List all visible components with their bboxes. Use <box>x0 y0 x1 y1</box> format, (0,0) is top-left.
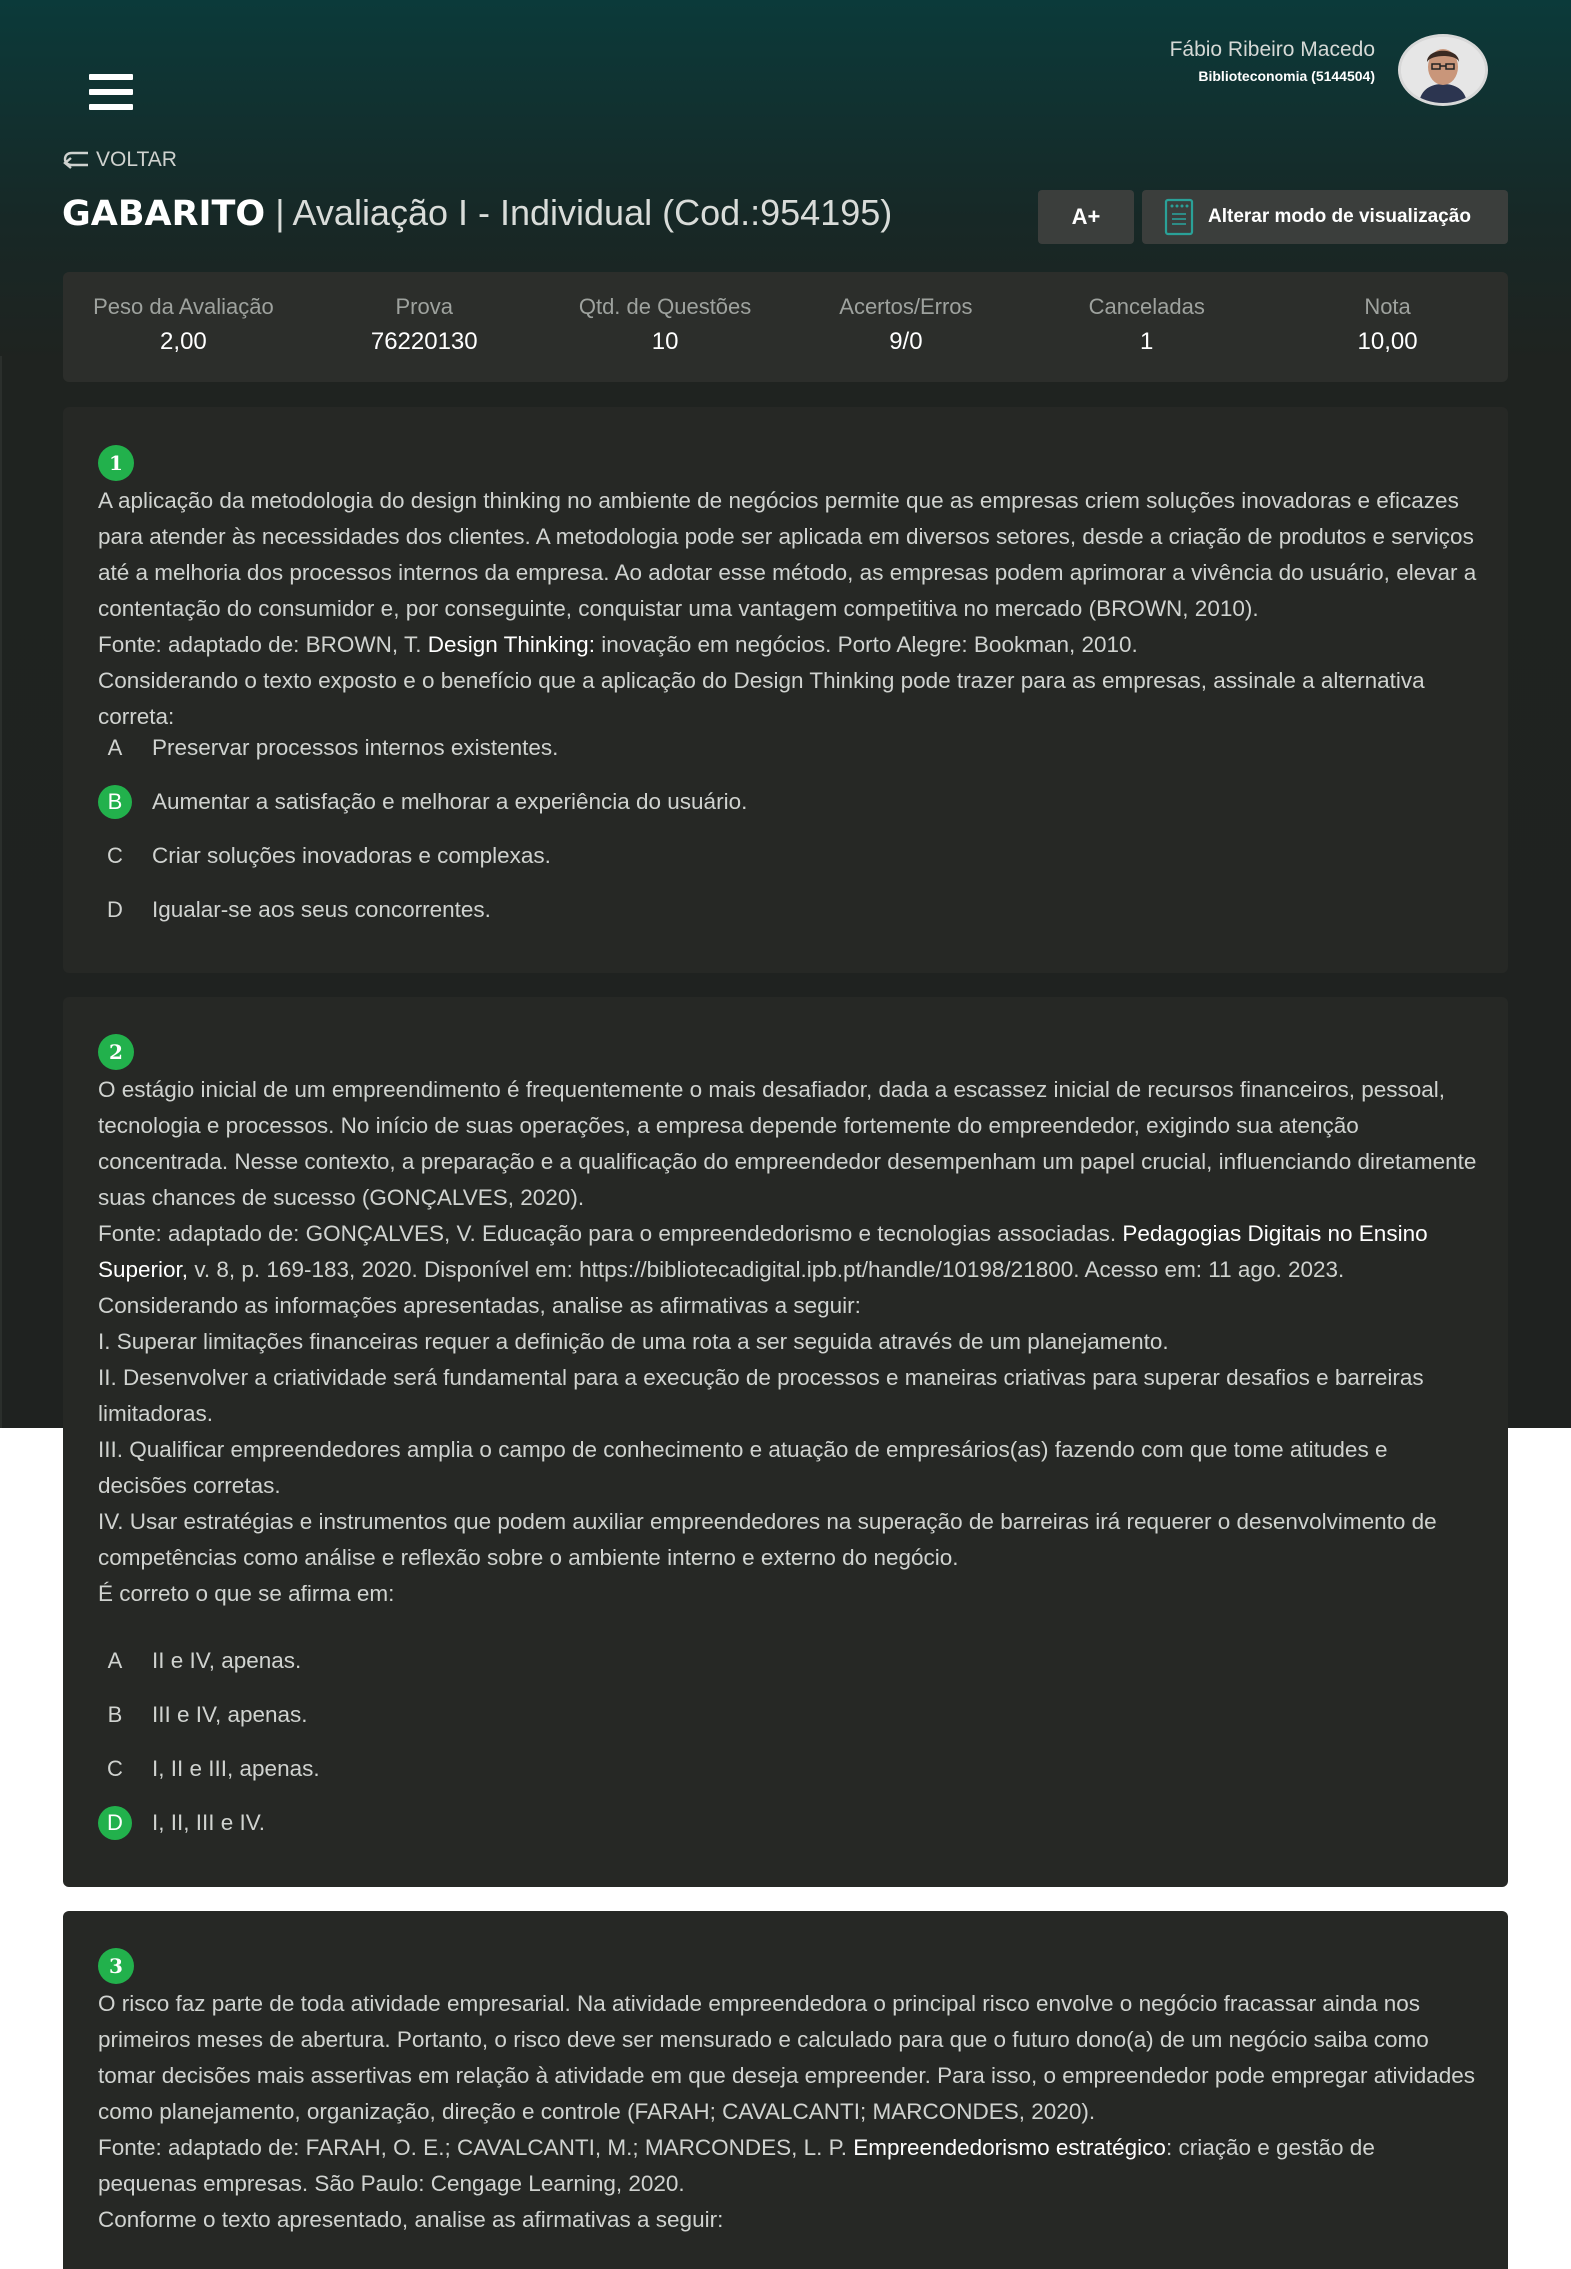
alternative-text: Aumentar a satisfação e melhorar a experiência do usuário. <box>152 789 748 814</box>
user-course: Biblioteconomia (5144504) <box>1198 68 1375 84</box>
source-title: Empreendedorismo estratégico <box>853 2135 1166 2160</box>
source-text: v. 8, p. 169-183, 2020. Disponível em: https://bibliotecadigital.ipb.pt/handle/10198/21800. Acesso em: 11 ago. 2023. <box>188 1257 1345 1282</box>
question-prompt: Conforme o texto apresentado, analise as afirmativas a seguir: <box>98 2207 724 2232</box>
question-paragraph: A aplicação da metodologia do design thinking no ambiente de negócios permite que as empresas criem soluções inovadoras e eficazes para atender às necessidades dos clientes. A metodologia pode ser aplicada em diversos setores, desde a criação de produtos e serviços até a melhoria dos processos internos da empresa. Ao adotar esse método, as empresas podem aprimorar a vivência do usuário, elevar a contentação do consumidor e, por conseguinte, conquistar uma vantagem competitiva no mercado (BROWN, 2010). <box>98 488 1477 621</box>
question-intro: Considerando as informações apresentadas, analise as afirmativas a seguir: <box>98 1293 861 1318</box>
alternative-c[interactable] <box>98 1742 1478 1796</box>
alternative-text: III e IV, apenas. <box>152 1702 308 1727</box>
question-card-3 <box>63 1911 1508 2269</box>
alternative-d[interactable] <box>98 883 1478 937</box>
alternative-letter-correct: D <box>98 1806 132 1840</box>
source-text: Fonte: adaptado de: BROWN, T. <box>98 632 428 657</box>
question-prompt: É correto o que se afirma em: <box>98 1581 395 1606</box>
source-text: Fonte: adaptado de: GONÇALVES, V. Educação para o empreendedorismo e tecnologias associadas. <box>98 1221 1123 1246</box>
question-number-badge: 1 <box>98 445 134 481</box>
alternative-text: Igualar-se aos seus concorrentes. <box>152 897 491 922</box>
question-text <box>98 1072 1478 1612</box>
stat-label: Acertos/Erros <box>839 294 973 319</box>
question-source <box>98 2130 1478 2202</box>
alternative-letter: A <box>107 735 123 760</box>
alternative-a[interactable] <box>98 721 1478 775</box>
user-name: Fábio Ribeiro Macedo <box>1169 38 1375 61</box>
alternative-letter: C <box>107 843 123 868</box>
question-card-1 <box>63 407 1508 973</box>
font-size-button[interactable]: A+ <box>1038 190 1134 244</box>
question-card-2 <box>63 997 1508 1887</box>
source-title: Pedagogias Digitais no Ensino Superior, <box>98 1221 1428 1282</box>
alternatives-list <box>98 1634 1478 1850</box>
view-mode-label: Alterar modo de visualização <box>1208 206 1471 227</box>
stat-value: 2,00 <box>160 328 207 355</box>
question-number-badge: 2 <box>98 1034 134 1070</box>
alternative-text: Preservar processos internos existentes. <box>152 735 559 760</box>
alternative-c[interactable] <box>98 829 1478 883</box>
alternative-b[interactable] <box>98 1688 1478 1742</box>
alternative-letter-correct: B <box>98 785 132 819</box>
view-mode-button[interactable] <box>1142 190 1508 244</box>
hamburger-menu-icon[interactable] <box>89 74 133 112</box>
stat-canceladas <box>1026 272 1267 382</box>
source-text: Fonte: adaptado de: FARAH, O. E.; CAVALCANTI, M.; MARCONDES, L. P. <box>98 2135 854 2160</box>
statement-item: I. Superar limitações financeiras requer a definição de uma rota a ser seguida através de um planejamento. <box>98 1329 1169 1354</box>
source-text: inovação em negócios. Porto Alegre: Bookman, 2010. <box>594 632 1138 657</box>
alternative-letter: B <box>107 1702 123 1727</box>
stat-prova <box>304 272 545 382</box>
alternative-b-correct[interactable] <box>98 775 1478 829</box>
evaluation-stats <box>63 272 1508 382</box>
question-paragraph: O estágio inicial de um empreendimento é frequentemente o mais desafiador, dada a escassez inicial de recursos financeiros, pessoal, tecnologia e processos. No início de suas operações, a empresa depende fortemente do empreendedor, exigindo sua atenção concentrada. Nesse contexto, a preparação e a qualificação do empreendedor desempenham um papel crucial, influenciando diretamente suas chances de sucesso (GONÇALVES, 2020). <box>98 1077 1477 1210</box>
stat-label: Nota <box>1364 294 1411 319</box>
question-prompt: Considerando o texto exposto e o benefício que a aplicação do Design Thinking pode trazer para as empresas, assinale a alternativa correta: <box>98 668 1425 729</box>
stat-value: 76220130 <box>370 328 478 355</box>
stat-nota <box>1267 272 1508 382</box>
alternative-text: Criar soluções inovadoras e complexas. <box>152 843 551 868</box>
stat-value: 10,00 <box>1357 328 1418 355</box>
stat-label: Qtd. de Questões <box>578 294 752 319</box>
statement-item: IV. Usar estratégias e instrumentos que podem auxiliar empreendedores na superação de barreiras irá requerer o desenvolvimento de competências como análise e reflexão sobre o ambiente interno e externo do negócio. <box>98 1509 1437 1570</box>
stat-label: Prova <box>395 294 453 319</box>
question-number-badge: 3 <box>98 1948 134 1984</box>
alternative-text: I, II e III, apenas. <box>152 1756 320 1781</box>
alternatives-list <box>98 721 1478 937</box>
alternative-letter: C <box>107 1756 123 1781</box>
alternative-letter: D <box>107 897 123 922</box>
side-border <box>0 356 2 1428</box>
source-title: Design Thinking: <box>427 632 595 657</box>
back-label: VOLTAR <box>96 148 177 171</box>
stat-value: 9/0 <box>889 328 923 355</box>
stat-acertos <box>785 272 1026 382</box>
page-title <box>62 192 892 234</box>
back-link[interactable] <box>62 148 177 172</box>
alternative-text: I, II, III e IV. <box>152 1810 265 1835</box>
document-icon <box>1164 198 1194 236</box>
alternative-text: II e IV, apenas. <box>152 1648 302 1673</box>
title-strong: GABARITO <box>62 194 266 234</box>
alternative-a[interactable] <box>98 1634 1478 1688</box>
stat-value: 10 <box>651 328 679 355</box>
question-source <box>98 1216 1478 1288</box>
title-rest: | Avaliação I - Individual (Cod.:954195) <box>265 192 893 233</box>
statement-item: II. Desenvolver a criatividade será fundamental para a execução de processos e maneiras criativas para superar desafios e barreiras limitadoras. <box>98 1365 1424 1426</box>
statement-item: III. Qualificar empreendedores amplia o campo de conhecimento e atuação de empresários(as) fazendo com que tome atitudes e decisões corretas. <box>98 1437 1388 1498</box>
return-arrow-icon <box>62 150 92 170</box>
question-text <box>98 1986 1478 2238</box>
alternative-letter: A <box>107 1648 123 1673</box>
stat-questoes <box>545 272 786 382</box>
source-text: : criação e gestão de pequenas empresas. São Paulo: Cengage Learning, 2020. <box>98 2135 1375 2196</box>
question-paragraph: O risco faz parte de toda atividade empresarial. Na atividade empreendedora o principal risco envolve o negócio fracassar ainda nos primeiros meses de abertura. Portanto, o risco deve ser mensurado e calculado para que o futuro dono(a) de um negócio saiba como tomar decisões mais assertivas em relação à atividade em que deseja empreender. Para isso, o empreendedor pode empregar atividades como planejamento, organização, direção e controle (FARAH; CAVALCANTI; MARCONDES, 2020). <box>98 1991 1476 2124</box>
question-text <box>98 483 1478 735</box>
stat-label: Canceladas <box>1088 294 1205 319</box>
user-avatar[interactable] <box>1398 34 1488 106</box>
stat-label: Peso da Avaliação <box>93 294 274 319</box>
alternative-d-correct[interactable] <box>98 1796 1478 1850</box>
stat-peso <box>63 272 304 382</box>
stat-value: 1 <box>1140 328 1154 355</box>
question-source <box>98 627 1478 663</box>
